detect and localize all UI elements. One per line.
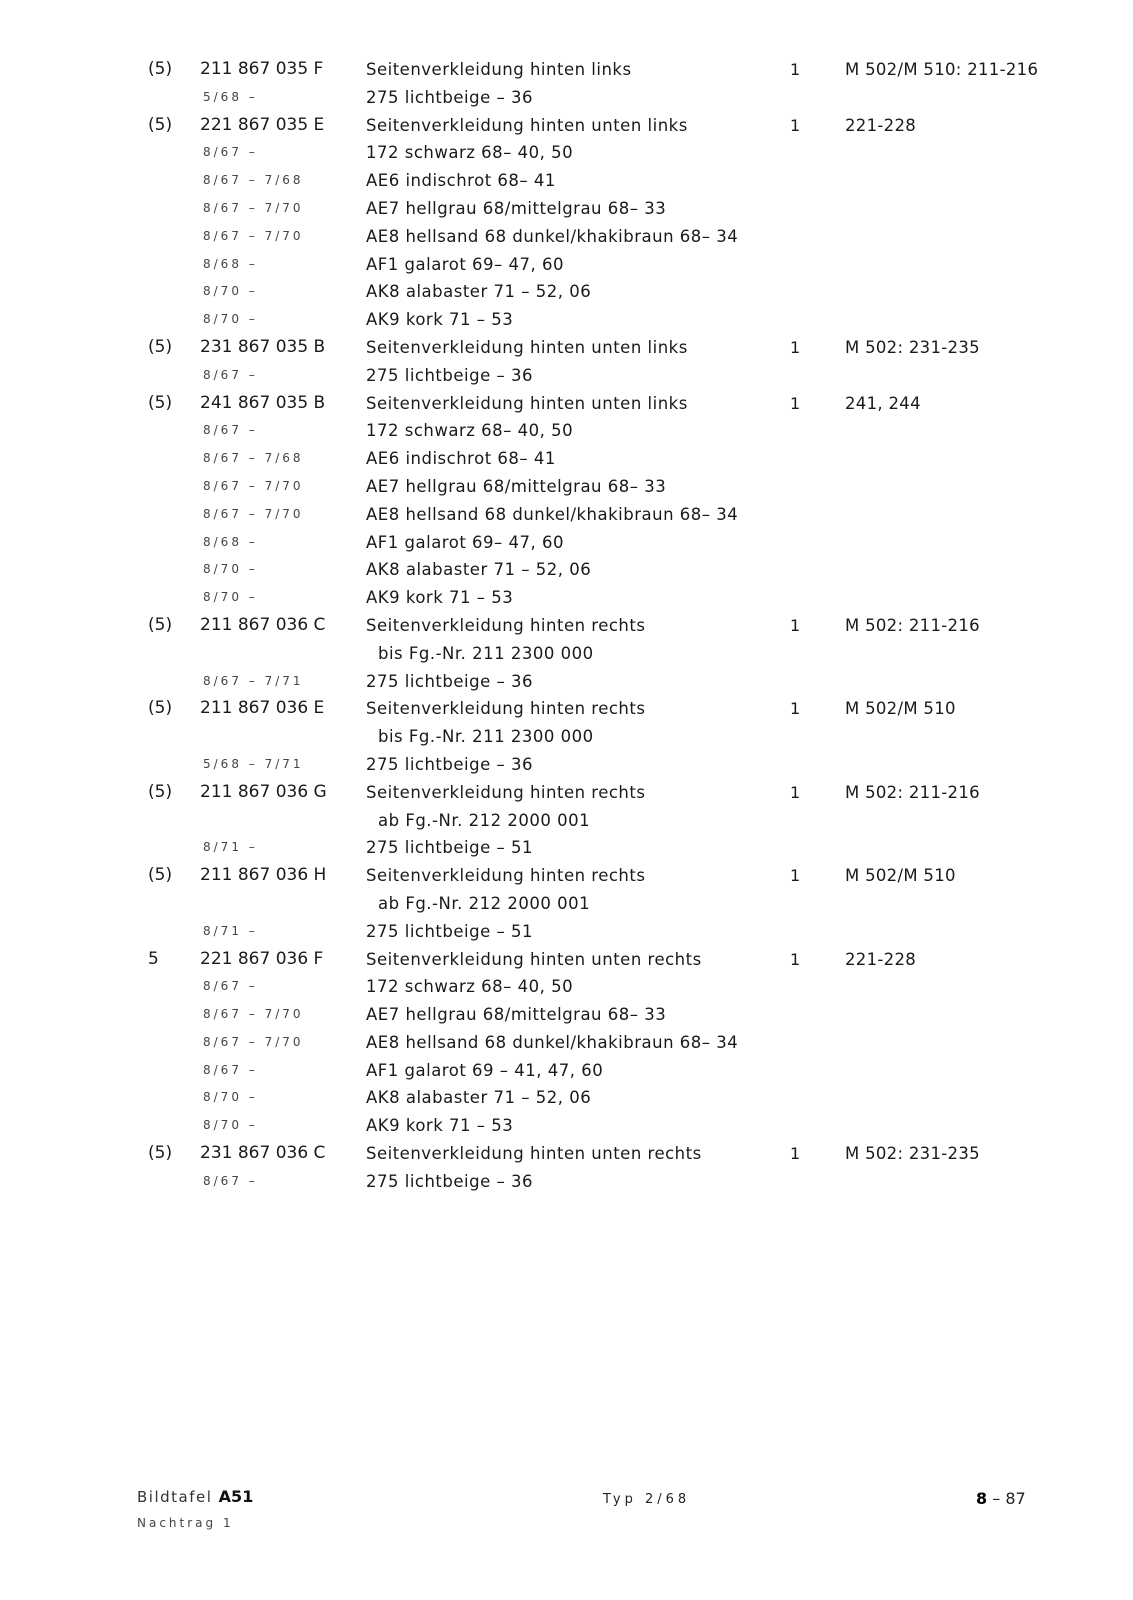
parts-row: [0, 1057, 1133, 1085]
plate-label: Bildtafel: [137, 1488, 219, 1506]
description: AE6 indischrot 68– 41: [366, 449, 556, 469]
parts-row: [0, 417, 1133, 445]
parts-row: [0, 223, 1133, 251]
remark: M 502/M 510: [845, 866, 956, 886]
parts-row: [0, 668, 1133, 696]
parts-row: [0, 973, 1133, 1001]
description: AE8 hellsand 68 dunkel/khakibraun 68– 34: [366, 226, 739, 246]
part-number: 211 867 036 H: [200, 865, 327, 886]
date-range: 8/67 – 7/70: [203, 200, 304, 215]
remark: M 502: 231-235: [845, 337, 980, 357]
ref-number: (5): [148, 1143, 173, 1164]
quantity: 1: [790, 1144, 801, 1164]
part-number: 231 867 036 C: [200, 1143, 326, 1164]
part-number: 211 867 036 E: [200, 698, 325, 719]
parts-row: [0, 723, 1133, 751]
parts-row: [0, 556, 1133, 584]
parts-row: [0, 334, 1133, 362]
ref-number: (5): [148, 698, 173, 719]
description: 172 schwarz 68– 40, 50: [366, 421, 574, 441]
description: 275 lichtbeige – 51: [366, 921, 533, 941]
description: Seitenverkleidung hinten unten links: [366, 337, 688, 357]
parts-row: [0, 445, 1133, 473]
description: 275 lichtbeige – 36: [366, 1171, 533, 1191]
parts-row: [0, 612, 1133, 640]
parts-row: [0, 1112, 1133, 1140]
ref-number: (5): [148, 865, 173, 886]
parts-row: [0, 167, 1133, 195]
parts-row: [0, 251, 1133, 279]
description: AE6 indischrot 68– 41: [366, 171, 556, 191]
part-number: 211 867 036 G: [200, 781, 327, 802]
description: AE7 hellgrau 68/mittelgrau 68– 33: [366, 1005, 667, 1025]
part-number: 211 867 036 C: [200, 614, 326, 635]
description: Seitenverkleidung hinten links: [366, 60, 632, 79]
parts-row: [0, 584, 1133, 612]
parts-row: [0, 1084, 1133, 1112]
ref-number: (5): [148, 392, 173, 413]
ref-number: (5): [148, 336, 173, 357]
type-label: Typ 2/68: [603, 1492, 691, 1507]
description: Seitenverkleidung hinten rechts: [366, 866, 646, 886]
parts-row: [0, 807, 1133, 835]
description: 275 lichtbeige – 36: [366, 365, 533, 385]
part-number: 241 867 035 B: [200, 392, 326, 413]
parts-row: [0, 1001, 1133, 1029]
description: 275 lichtbeige – 36: [366, 671, 533, 691]
date-range: 8/70 –: [203, 312, 258, 327]
date-range: 8/68 –: [203, 256, 258, 271]
description: 275 lichtbeige – 36: [366, 754, 533, 774]
remark: M 502: 211-216: [845, 615, 980, 635]
quantity: 1: [790, 60, 801, 79]
description: Seitenverkleidung hinten unten rechts: [366, 949, 702, 969]
remark: 221-228: [845, 949, 917, 969]
plate-number: A51: [218, 1487, 254, 1506]
ref-number: (5): [148, 614, 173, 635]
parts-row: [0, 862, 1133, 890]
quantity: 1: [790, 115, 801, 135]
parts-row: [0, 306, 1133, 334]
date-range: 8/68 –: [203, 534, 258, 549]
description: AK8 alabaster 71 – 52, 06: [366, 1088, 592, 1108]
parts-row: [0, 695, 1133, 723]
date-range: 8/67 –: [203, 1062, 258, 1077]
plate-title: [137, 1487, 253, 1506]
part-number: 211 867 035 F: [200, 59, 324, 79]
date-range: 8/67 –: [203, 1173, 258, 1188]
parts-row: [0, 946, 1133, 974]
description: AE8 hellsand 68 dunkel/khakibraun 68– 34: [366, 504, 739, 524]
date-range: 8/67 – 7/70: [203, 478, 304, 493]
page-suffix: – 87: [987, 1489, 1026, 1508]
remark: M 502/M 510: 211-216: [845, 60, 1039, 79]
date-range: 5/68 –: [203, 89, 258, 104]
date-range: 8/67 – 7/71: [203, 673, 304, 688]
parts-row: [0, 56, 1133, 84]
parts-row: [0, 139, 1133, 167]
description: AK9 kork 71 – 53: [366, 588, 514, 608]
remark: M 502: 231-235: [845, 1144, 980, 1164]
date-range: 8/67 –: [203, 145, 258, 160]
description: 275 lichtbeige – 36: [366, 87, 533, 107]
description: AK9 kork 71 – 53: [366, 1116, 514, 1136]
parts-row: [0, 1029, 1133, 1057]
part-number: 221 867 036 F: [200, 948, 324, 969]
ref-number: (5): [148, 781, 173, 802]
remark: 221-228: [845, 115, 917, 135]
description: bis Fg.-Nr. 211 2300 000: [378, 727, 594, 747]
description: 172 schwarz 68– 40, 50: [366, 977, 574, 997]
date-range: 8/67 – 7/68: [203, 173, 304, 188]
date-range: 8/70 –: [203, 562, 258, 577]
parts-row: [0, 640, 1133, 668]
parts-row: [0, 834, 1133, 862]
description: AK8 alabaster 71 – 52, 06: [366, 560, 592, 580]
parts-row: [0, 751, 1133, 779]
date-range: 8/67 – 7/68: [203, 451, 304, 466]
date-range: 8/67 –: [203, 423, 258, 438]
date-range: 8/67 –: [203, 367, 258, 382]
quantity: 1: [790, 949, 801, 969]
parts-row: [0, 501, 1133, 529]
parts-row: [0, 890, 1133, 918]
date-range: 8/71 –: [203, 923, 258, 938]
date-range: 5/68 – 7/71: [203, 756, 304, 771]
parts-row: [0, 278, 1133, 306]
quantity: 1: [790, 866, 801, 886]
date-range: 8/70 –: [203, 284, 258, 299]
date-range: 8/67 – 7/70: [203, 1007, 304, 1022]
parts-row: [0, 779, 1133, 807]
parts-row: [0, 918, 1133, 946]
remark: 241, 244: [845, 393, 921, 413]
parts-list: [0, 56, 1133, 1196]
parts-row: [0, 195, 1133, 223]
description: AK9 kork 71 – 53: [366, 310, 514, 330]
description: AE8 hellsand 68 dunkel/khakibraun 68– 34: [366, 1032, 739, 1052]
description: Seitenverkleidung hinten rechts: [366, 782, 646, 802]
parts-row: [0, 112, 1133, 140]
ref-number: (5): [148, 59, 173, 79]
description: Seitenverkleidung hinten rechts: [366, 699, 646, 719]
description: AE7 hellgrau 68/mittelgrau 68– 33: [366, 198, 667, 218]
date-range: 8/67 –: [203, 979, 258, 994]
description: ab Fg.-Nr. 212 2000 001: [378, 810, 591, 830]
quantity: 1: [790, 782, 801, 802]
parts-row: [0, 529, 1133, 557]
description: Seitenverkleidung hinten rechts: [366, 615, 646, 635]
page-number: [976, 1489, 1026, 1508]
description: 275 lichtbeige – 51: [366, 838, 533, 858]
description: ab Fg.-Nr. 212 2000 001: [378, 893, 591, 913]
parts-row: [0, 84, 1133, 112]
supplement-label: Nachtrag 1: [137, 1516, 234, 1530]
section-number: 8: [976, 1489, 988, 1508]
description: AF1 galarot 69 – 41, 47, 60: [366, 1060, 604, 1080]
description: Seitenverkleidung hinten unten links: [366, 115, 688, 135]
part-number: 221 867 035 E: [200, 114, 325, 135]
date-range: 8/71 –: [203, 840, 258, 855]
parts-row: [0, 1168, 1133, 1196]
date-range: 8/70 –: [203, 1090, 258, 1105]
description: AF1 galarot 69– 47, 60: [366, 532, 565, 552]
quantity: 1: [790, 337, 801, 357]
description: Seitenverkleidung hinten unten links: [366, 393, 688, 413]
ref-number: (5): [148, 114, 173, 135]
description: AK8 alabaster 71 – 52, 06: [366, 282, 592, 302]
parts-row: [0, 473, 1133, 501]
part-number: 231 867 035 B: [200, 336, 326, 357]
date-range: 8/70 –: [203, 1118, 258, 1133]
remark: M 502: 211-216: [845, 782, 980, 802]
quantity: 1: [790, 393, 801, 413]
parts-row: [0, 362, 1133, 390]
ref-number: 5: [148, 948, 159, 969]
parts-row: [0, 1140, 1133, 1168]
quantity: 1: [790, 615, 801, 635]
parts-row: [0, 390, 1133, 418]
description: 172 schwarz 68– 40, 50: [366, 143, 574, 163]
date-range: 8/67 – 7/70: [203, 228, 304, 243]
description: AE7 hellgrau 68/mittelgrau 68– 33: [366, 476, 667, 496]
date-range: 8/67 – 7/70: [203, 1034, 304, 1049]
quantity: 1: [790, 699, 801, 719]
remark: M 502/M 510: [845, 699, 956, 719]
date-range: 8/67 – 7/70: [203, 506, 304, 521]
description: bis Fg.-Nr. 211 2300 000: [378, 643, 594, 663]
description: AF1 galarot 69– 47, 60: [366, 254, 565, 274]
description: Seitenverkleidung hinten unten rechts: [366, 1144, 702, 1164]
date-range: 8/70 –: [203, 590, 258, 605]
